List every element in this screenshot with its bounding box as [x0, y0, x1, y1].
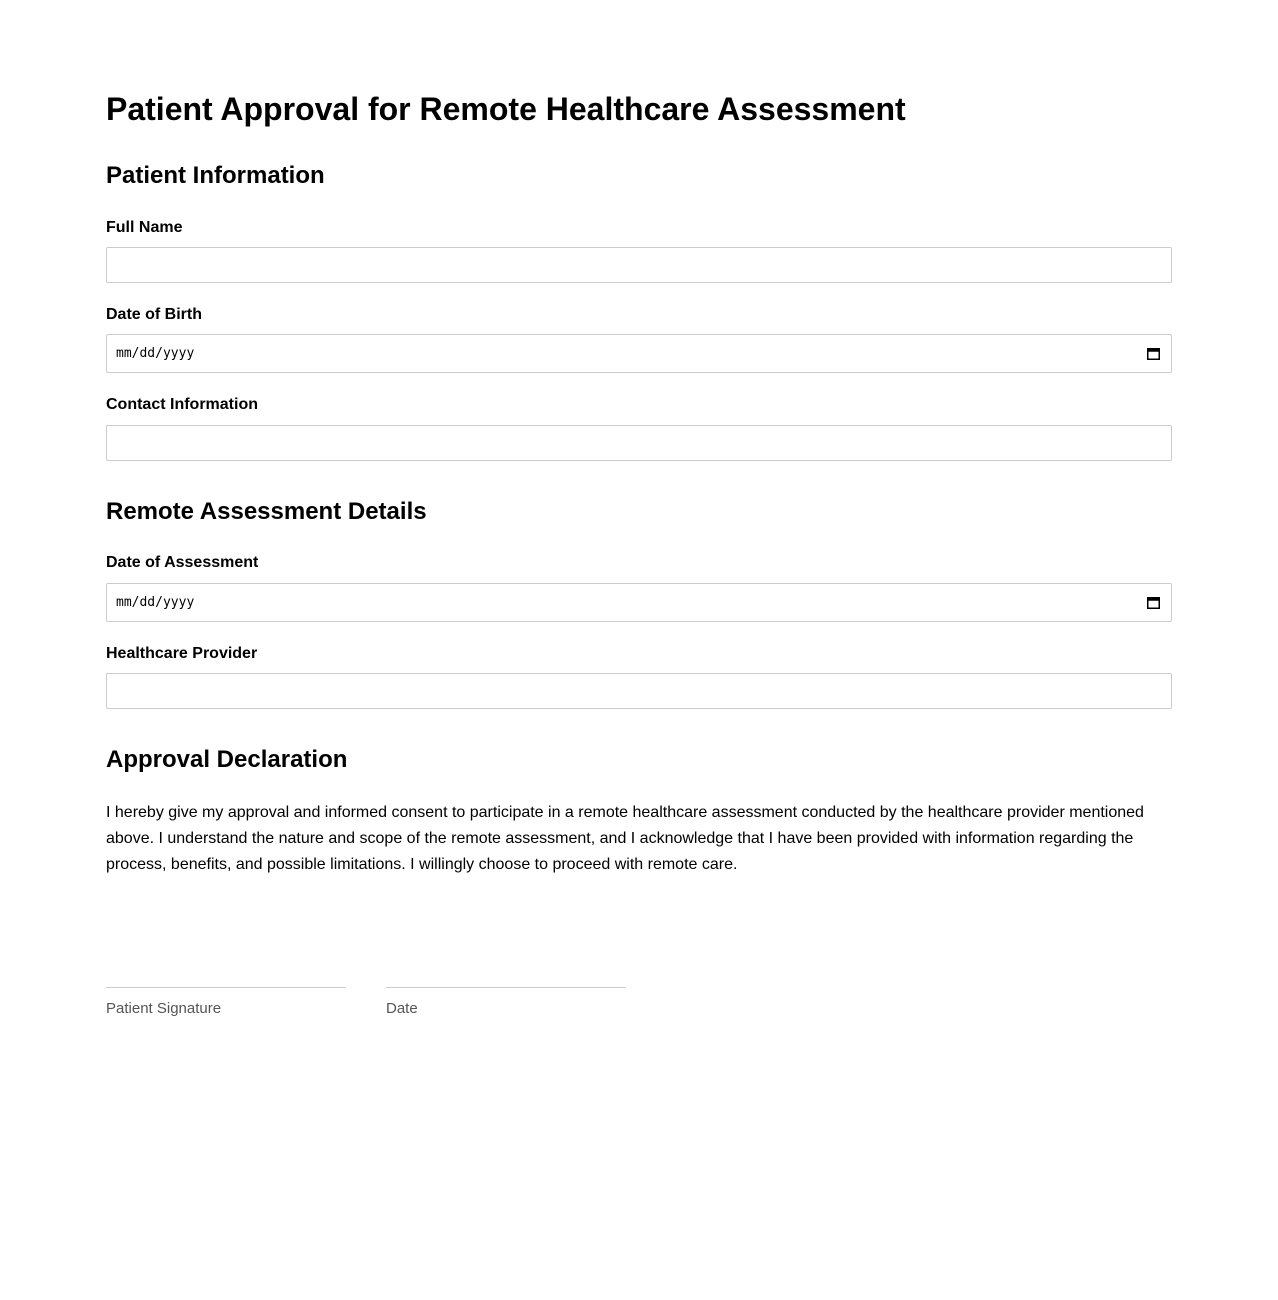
signature-date-block	[386, 987, 626, 1019]
contact-information-label: Contact Information	[106, 396, 258, 413]
signature-date-caption: Date	[386, 1000, 418, 1017]
date-of-birth-value: mm/dd/yyyy	[116, 346, 195, 361]
approval-declaration-text: I hereby give my approval and informed consent to participate in a remote healthcare assessment conducted by the healthcare provider mentioned above. I understand the nature and scope of the remote assessment, and I acknowledge that I have been provided with information regarding the process, benefits, and possible limitations. I willingly choose to proceed with remote care.	[106, 804, 1144, 873]
date-of-birth-input[interactable]	[106, 334, 1172, 373]
calendar-icon[interactable]	[1147, 347, 1160, 360]
remote-assessment-details-heading: Remote Assessment Details	[106, 498, 427, 525]
healthcare-provider-input[interactable]	[106, 673, 1172, 709]
full-name-label: Full Name	[106, 219, 183, 236]
approval-declaration-heading: Approval Declaration	[106, 746, 348, 773]
date-of-assessment-value: mm/dd/yyyy	[116, 595, 195, 610]
healthcare-provider-label: Healthcare Provider	[106, 645, 258, 662]
date-of-assessment-label: Date of Assessment	[106, 554, 259, 571]
contact-information-input[interactable]	[106, 425, 1172, 461]
patient-signature-block	[106, 987, 346, 1019]
full-name-input[interactable]	[106, 247, 1172, 283]
signature-date-line	[386, 987, 626, 988]
page-title: Patient Approval for Remote Healthcare Assessment	[106, 91, 906, 127]
date-of-birth-label: Date of Birth	[106, 306, 202, 323]
calendar-icon[interactable]	[1147, 596, 1160, 609]
patient-information-heading: Patient Information	[106, 162, 325, 189]
patient-signature-line	[106, 987, 346, 988]
patient-signature-caption: Patient Signature	[106, 1000, 222, 1017]
date-of-assessment-input[interactable]	[106, 583, 1172, 622]
